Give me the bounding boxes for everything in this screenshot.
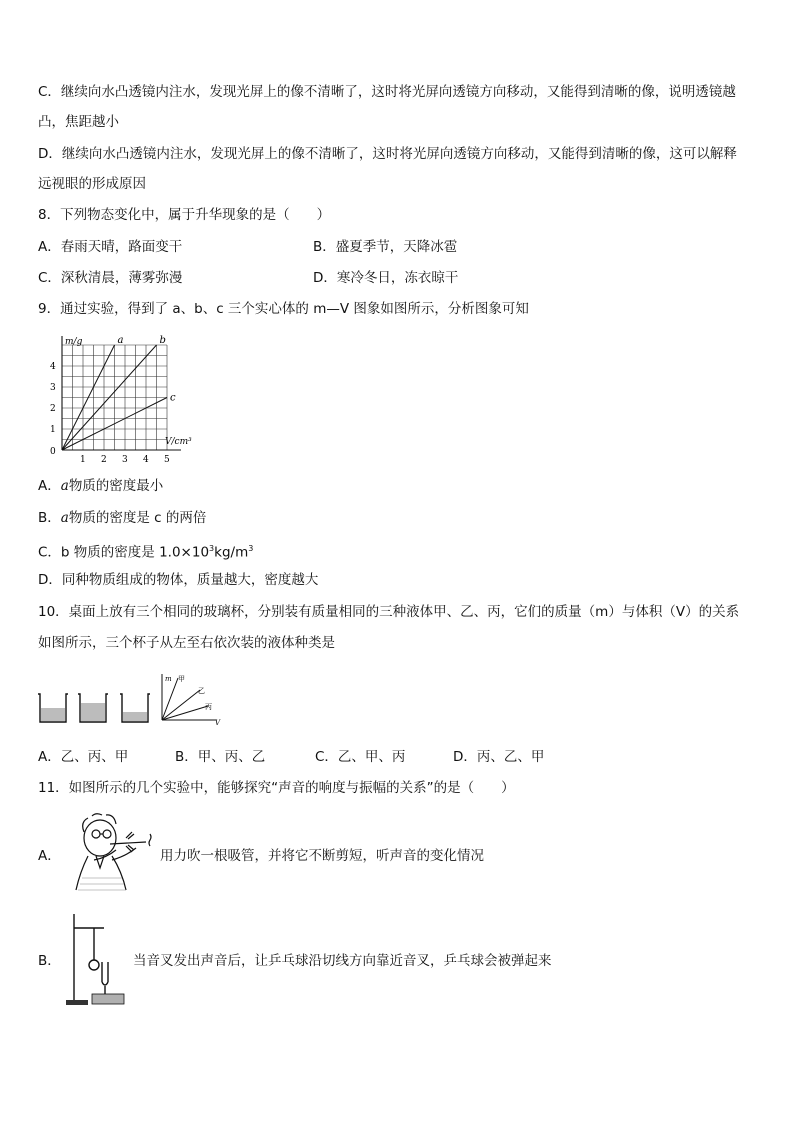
straw-blowing-illustration: [66, 812, 160, 894]
q9-option-a-text: 物质的密度最小: [68, 478, 164, 494]
q10-stem-line1: 10．桌面上放有三个相同的玻璃杯，分别装有质量相同的三种液体甲、乙、丙，它们的质量（m）与体积（V）的关系: [38, 604, 740, 620]
q10-option-a: A．乙、丙、甲: [38, 749, 129, 765]
q11-option-a-label: A．: [38, 848, 61, 864]
q9-stem: 9．通过实验，得到了 a、b、c 三个实心体的 m—V 图象如图所示，分析图象可知: [38, 301, 529, 317]
q9-option-c: [38, 539, 253, 563]
y-axis-label: m/g: [65, 337, 83, 347]
q9-option-b-prefix: B．: [38, 510, 61, 526]
q11-stem: 11．如图所示的几个实验中，能够探究“声音的响度与振幅的关系”的是（ ）: [38, 780, 515, 796]
q8-option-a: A．春雨天晴，路面变干: [38, 239, 183, 255]
series-label-a: a: [117, 335, 124, 346]
q7-option-c-line2: 凸，焦距越小: [38, 114, 119, 130]
x-tick-label: 5: [164, 455, 170, 464]
q8-option-c: C．深秋清晨，薄雾弥漫: [38, 270, 183, 286]
x-tick-label: 1: [80, 455, 86, 464]
q10-graph-x-label: V: [215, 719, 221, 727]
series-label-c: c: [170, 392, 176, 404]
x-axis-label: V/cm³: [165, 437, 192, 447]
q9-option-c-unit-exp: 3: [248, 544, 254, 553]
beaker-right: [120, 694, 150, 722]
x-tick-label: 3: [122, 455, 128, 464]
mv-labels: [50, 335, 192, 464]
q8-option-b: B．盛夏季节，天降冰雹: [313, 239, 458, 255]
y-tick-label: 2: [50, 404, 56, 414]
q11-option-b-text: 当音叉发出声音后，让乒乓球沿切线方向靠近音叉，乒乓球会被弹起来: [133, 953, 552, 969]
q10-stem-line2: 如图所示，三个杯子从左至右依次装的液体种类是: [38, 635, 335, 651]
q8-option-d: D．寒冷冬日，冻衣晾干: [313, 270, 459, 286]
origin-label: 0: [50, 447, 56, 457]
q7-option-d-line2: 远视眼的形成原因: [38, 176, 146, 192]
q9-option-b-var: a: [60, 510, 69, 526]
q9-option-a: [38, 476, 163, 496]
q9-option-b: [38, 508, 206, 528]
mv-grid: [62, 345, 167, 450]
q11-option-a-text: 用力吹一根吸管，并将它不断剪短，听声音的变化情况: [160, 848, 484, 864]
q9-option-c-text: C．b 物质的密度是 1.0×10: [38, 544, 210, 561]
q8-stem: 8．下列物态变化中，属于升华现象的是（ ）: [38, 207, 331, 223]
q10-graph-series-yi: 乙: [198, 687, 205, 695]
y-tick-label: 3: [50, 383, 56, 393]
q9-option-b-text: 物质的密度是 c 的两倍: [68, 510, 207, 526]
q9-option-c-exp: 3: [209, 544, 215, 553]
q10-figure: [36, 672, 236, 728]
q9-option-a-prefix: A．: [38, 478, 61, 494]
beaker-middle: [78, 694, 108, 722]
x-tick-label: 2: [101, 455, 107, 464]
q9-option-d: D．同种物质组成的物体，质量越大，密度越大: [38, 572, 319, 588]
y-tick-label: 1: [50, 425, 56, 435]
q10-graph-series-bing: 丙: [205, 703, 212, 711]
q11-option-b-label: B．: [38, 953, 61, 969]
q10-graph-y-label: m: [165, 675, 172, 683]
q10-option-b: B．甲、丙、乙: [175, 749, 266, 765]
q7-option-c-line1: C．继续向水凸透镜内注水，发现光屏上的像不清晰了，这时将光屏向透镜方向移动，又能得到清晰的像，说明透镜越: [38, 84, 736, 100]
q10-mv-graph: [162, 674, 221, 727]
beaker-left: [38, 694, 68, 722]
q9-option-a-var: a: [60, 478, 69, 494]
y-tick-label: 4: [50, 362, 56, 372]
q9-option-c-unit: kg/m: [214, 544, 249, 561]
q10-graph-series-jia: 甲: [178, 675, 185, 683]
mv-axes: [62, 336, 181, 450]
x-tick-label: 4: [143, 455, 149, 464]
q10-option-d: D．丙、乙、甲: [453, 749, 545, 765]
q7-option-d-line1: D．继续向水凸透镜内注水，发现光屏上的像不清晰了，这时将光屏向透镜方向移动，又能得到清晰的像，这可以解释: [38, 146, 737, 162]
series-label-b: b: [159, 335, 166, 346]
q10-option-c: C．乙、甲、丙: [315, 749, 406, 765]
tuning-fork-pingpong-illustration: [64, 910, 126, 1008]
mv-graph: [40, 332, 210, 464]
